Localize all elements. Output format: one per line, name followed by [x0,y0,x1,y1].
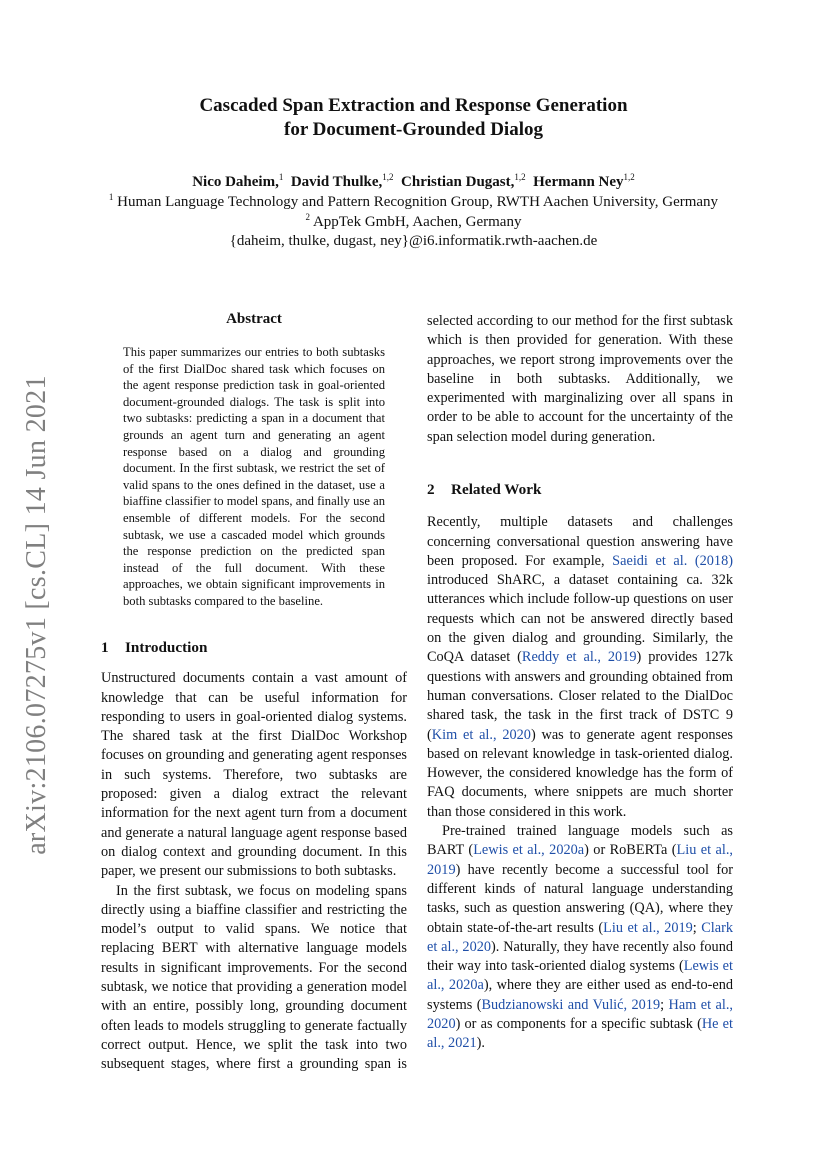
citation-link[interactable]: Lewis et al., 2020a [473,842,585,859]
author: David Thulke,$^{1,2}$ [290,172,394,190]
intro-paragraph-2: In the first subtask, we focus on modeling spans directly using a biaffine classifier and restricting the model’s output to valid spans. We notice that replacing BERT with alternative language models results in significant improvements. For the second subtask, we notice that providing a generation model with an entire, possibly long, grounding document often leads to models struggling to generate factually correct output. Hence, we split the task into two subsequent stages, where first a grounding span is [101,882,407,1073]
author: Hermann Ney$^{1,2}$ [533,172,635,190]
title-line-2: for Document-Grounded Dialog [284,119,543,140]
citation-link[interactable]: Clark et al., 2020 [427,919,733,955]
related-work-paragraph-1: Recently, multiple datasets and challenges concerning conversational question answering have been proposed. For example, Saeidi et al. (2018) introduced ShARC, a dataset containing ca. 32k utterances which include follow-up questions on user requests which can not be answered directly based on the given dialog and grounding. Similarly, the CoQA dataset (Reddy et al., 2019) provides 127k questions with answers and grounding obtained from human conversations. Closer related to the DialDoc shared task, the task in the first track of DSTC 9 (Kim et al., 2020) was to generate agent responses based on relevant knowledge in task-oriented dialog. However, the considered knowledge has the form of FAQ documents, where snippets are much shorter than those considered in this work. [427,514,733,820]
affiliation-2: $^2$ AppTek GmbH, Aachen, Germany [305,212,522,230]
author-list [0,172,827,191]
intro-continuation: selected according to our method for the first subtask which is then provided for generation. With these approaches, we report strong improvements over the baseline in both subtasks. Additionally, we experimented with marginalizing over all spans in order to be able to account for the uncertainty of the span selection model during generation. [427,312,733,445]
citation-link[interactable]: Saeidi et al. (2018) [612,552,733,569]
citation-link[interactable]: Budzianowski and Vulić, 2019 [481,996,661,1013]
author: Christian Dugast,$^{1,2}$ [401,172,526,190]
title-line-1: Cascaded Span Extraction and Response Generation [199,95,628,116]
arxiv-identifier: arXiv:2106.07275v1 [cs.CL] 14 Jun 2021 [21,375,52,855]
citation-link[interactable]: Lewis et al., 2020a [427,958,733,994]
citation-link[interactable]: He et al., 2021 [427,1016,733,1052]
author: Nico Daheim,$^1$ [192,172,284,190]
intro-paragraph-1: Unstructured documents contain a vast amount of knowledge that can be useful information for responding to users in goal-oriented dialog systems. The shared task at the first DialDoc Workshop focuses on grounding and generating agent responses in such systems. Therefore, two subtasks are proposed: given a dialog extract the relevant information for the next agent turn from a document and generate a natural language agent response based on dialog context and grounding document. In this paper, we present our submissions to both subtasks. [101,670,407,880]
citation-link[interactable]: Reddy et al., 2019 [521,649,637,666]
citation-link[interactable]: Kim et al., 2020 [431,726,531,743]
citation-link[interactable]: Ham et al., 2020 [427,996,734,1033]
citation-link[interactable]: Liu et al., 2019 [603,919,693,936]
citation-link[interactable]: Liu et al., 2019 [427,842,734,878]
related-work-paragraph-2: Pre-trained trained language models such as BART (Lewis et al., 2020a) or RoBERTa (Liu et al., 2019) have recently become a successful tool for different kinds of natural language understanding tasks, such as question answering (QA), where they obtain state-of-the-art results (Liu et al., 2019; Clark et al., 2020). Naturally, they have recently also found their way into task-oriented dialog systems (Lewis et al., 2020a), where they are either used as end-to-end systems (Budzianowski and Vulić, 2019; Ham et al., 2020) or as components for a specific subtask (He et al., 2021). [427,823,734,1052]
paper-title [0,94,827,142]
author-emails: {daheim, thulke, dugast, ney}@i6.informatik.rwth-aachen.de [229,233,598,249]
abstract-text: This paper summarizes our entries to both subtasks of the first DialDoc shared task which focuses on the agent response prediction task in goal-oriented document-grounded dialogs. The task is split into two subtasks: predicting a span in a document that grounds an agent turn and generating an agent response based on a dialog and grounding document. In the first subtask, we restrict the set of valid spans to the ones defined in the dataset, use a biaffine classifier to model spans, and finally use an ensemble of different models. For the second subtask, we use a cascaded model which grounds the response prediction on the predicted span instead of the full document. With these approaches, we obtain significant improvements in both subtasks compared to the baseline. [123,345,385,608]
section-heading: 2 Related Work [427,481,542,498]
affiliation-1: $^1$ Human Language Technology and Pattern Recognition Group, RWTH Aachen University, Germany [108,192,719,210]
section-heading: 1 Introduction [101,639,208,656]
abstract-heading: Abstract [226,311,282,327]
